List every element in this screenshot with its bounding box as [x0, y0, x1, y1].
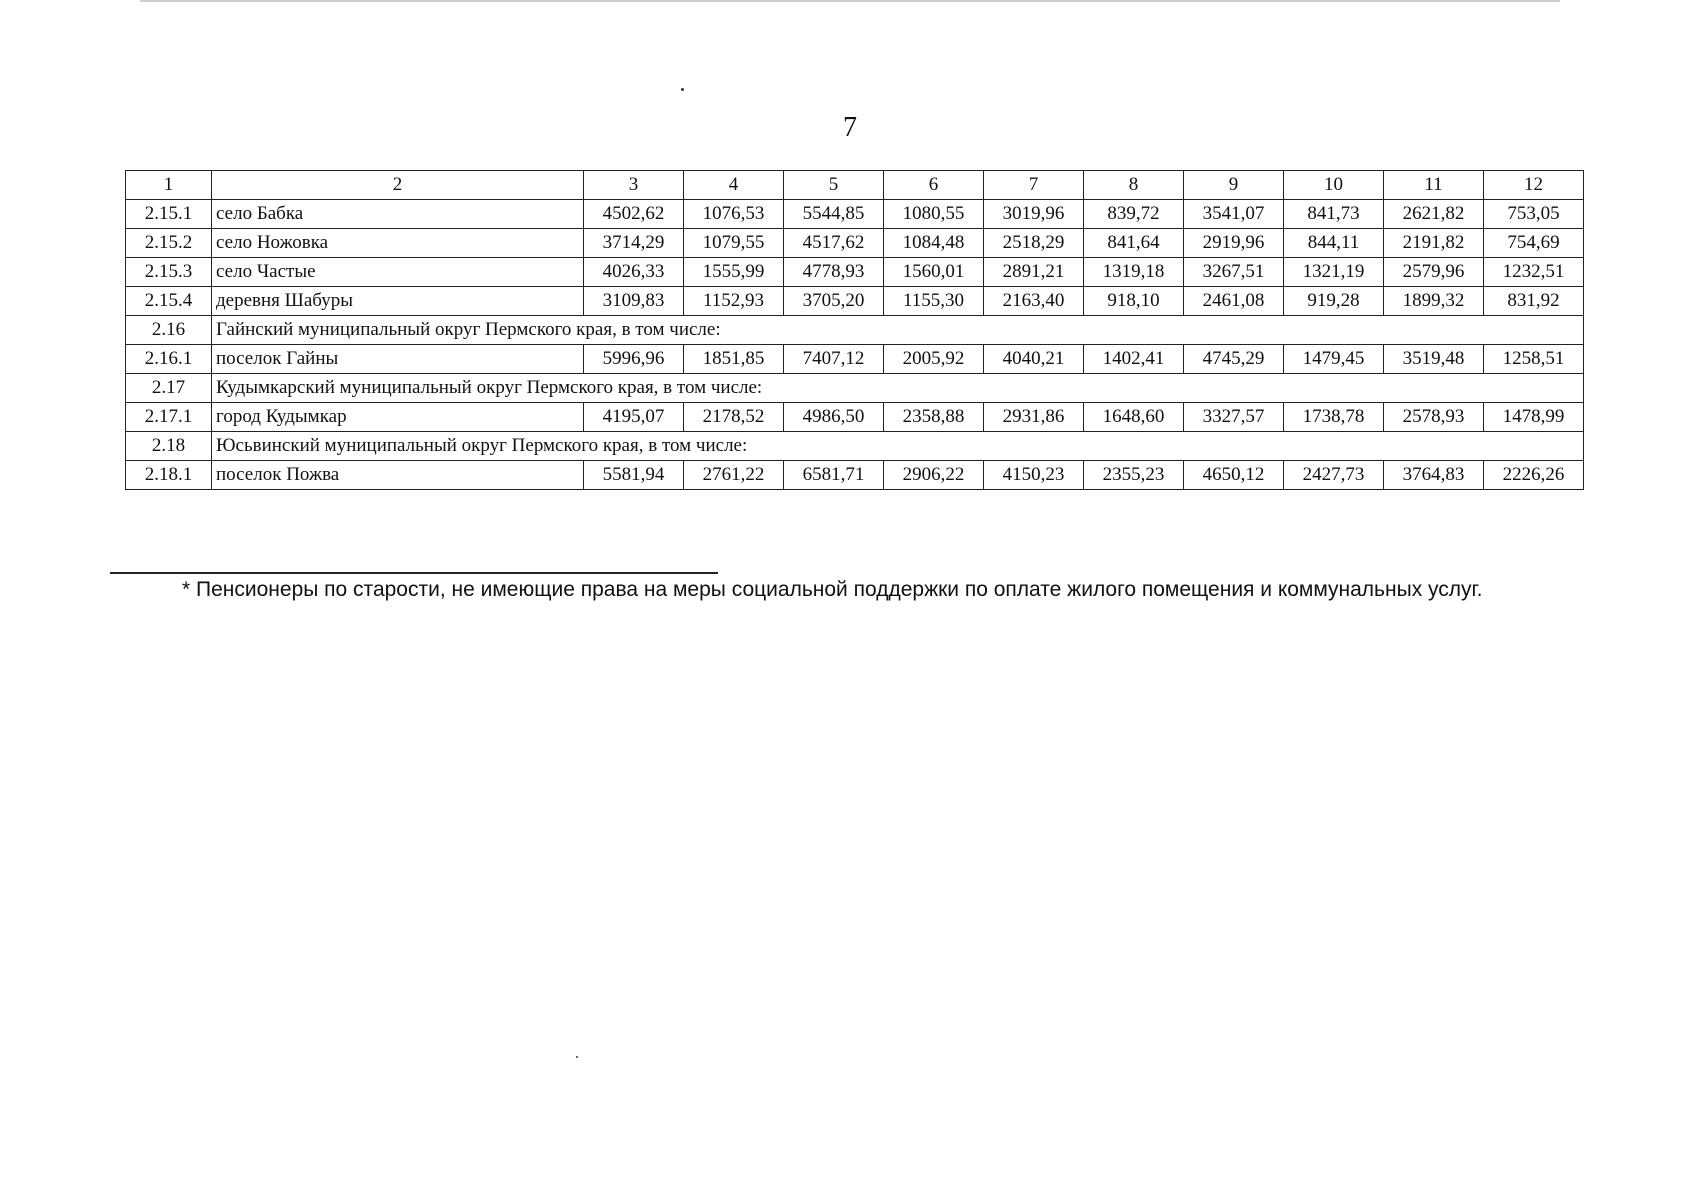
value-cell: 3705,20	[784, 287, 884, 316]
value-cell: 4195,07	[584, 403, 684, 432]
table-header-row	[126, 171, 1584, 200]
value-cell: 3109,83	[584, 287, 684, 316]
row-number: 2.15.2	[126, 229, 212, 258]
scan-speck	[576, 1056, 578, 1058]
value-cell: 839,72	[1084, 200, 1184, 229]
settlement-name: деревня Шабуры	[212, 287, 584, 316]
value-cell: 919,28	[1284, 287, 1384, 316]
value-cell: 4040,21	[984, 345, 1084, 374]
header-cell: 12	[1484, 171, 1584, 200]
header-cell: 6	[884, 171, 984, 200]
value-cell: 4517,62	[784, 229, 884, 258]
footnote-divider	[110, 572, 718, 574]
tariff-table	[125, 170, 1584, 490]
header-cell: 9	[1184, 171, 1284, 200]
value-cell: 1479,45	[1284, 345, 1384, 374]
value-cell: 5544,85	[784, 200, 884, 229]
value-cell: 1319,18	[1084, 258, 1184, 287]
table-row	[126, 461, 1584, 490]
value-cell: 2461,08	[1184, 287, 1284, 316]
header-cell: 4	[684, 171, 784, 200]
row-number: 2.16	[126, 316, 212, 345]
table-row	[126, 200, 1584, 229]
value-cell: 5996,96	[584, 345, 684, 374]
settlement-name: поселок Пожва	[212, 461, 584, 490]
row-number: 2.15.4	[126, 287, 212, 316]
value-cell: 1079,55	[684, 229, 784, 258]
value-cell: 841,64	[1084, 229, 1184, 258]
value-cell: 2191,82	[1384, 229, 1484, 258]
row-number: 2.17	[126, 374, 212, 403]
group-row	[126, 374, 1584, 403]
settlement-name: село Частые	[212, 258, 584, 287]
footnote: * Пенсионеры по старости, не имеющие права на меры социальной поддержки по оплате жилого помещения и коммунальных услуг.	[182, 578, 1483, 601]
value-cell: 1560,01	[884, 258, 984, 287]
value-cell: 2919,96	[1184, 229, 1284, 258]
header-cell: 1	[126, 171, 212, 200]
value-cell: 2931,86	[984, 403, 1084, 432]
value-cell: 1152,93	[684, 287, 784, 316]
value-cell: 4778,93	[784, 258, 884, 287]
value-cell: 1080,55	[884, 200, 984, 229]
value-cell: 1738,78	[1284, 403, 1384, 432]
group-name: Юсьвинский муниципальный округ Пермского края, в том числе:	[212, 432, 1584, 461]
value-cell: 2178,52	[684, 403, 784, 432]
value-cell: 1478,99	[1484, 403, 1584, 432]
value-cell: 4745,29	[1184, 345, 1284, 374]
value-cell: 4026,33	[584, 258, 684, 287]
value-cell: 918,10	[1084, 287, 1184, 316]
row-number: 2.15.1	[126, 200, 212, 229]
value-cell: 3267,51	[1184, 258, 1284, 287]
page-number: 7	[843, 112, 857, 143]
row-number: 2.15.3	[126, 258, 212, 287]
scan-speck	[681, 88, 684, 91]
value-cell: 1076,53	[684, 200, 784, 229]
table-body	[126, 171, 1584, 490]
value-cell: 4150,23	[984, 461, 1084, 490]
value-cell: 754,69	[1484, 229, 1584, 258]
value-cell: 844,11	[1284, 229, 1384, 258]
value-cell: 4502,62	[584, 200, 684, 229]
value-cell: 753,05	[1484, 200, 1584, 229]
header-cell: 5	[784, 171, 884, 200]
value-cell: 2355,23	[1084, 461, 1184, 490]
value-cell: 1648,60	[1084, 403, 1184, 432]
value-cell: 1084,48	[884, 229, 984, 258]
value-cell: 3764,83	[1384, 461, 1484, 490]
settlement-name: город Кудымкар	[212, 403, 584, 432]
value-cell: 1155,30	[884, 287, 984, 316]
value-cell: 2891,21	[984, 258, 1084, 287]
value-cell: 2358,88	[884, 403, 984, 432]
value-cell: 2621,82	[1384, 200, 1484, 229]
header-cell: 2	[212, 171, 584, 200]
value-cell: 7407,12	[784, 345, 884, 374]
value-cell: 1232,51	[1484, 258, 1584, 287]
value-cell: 4986,50	[784, 403, 884, 432]
value-cell: 3714,29	[584, 229, 684, 258]
value-cell: 4650,12	[1184, 461, 1284, 490]
group-name: Кудымкарский муниципальный округ Пермского края, в том числе:	[212, 374, 1584, 403]
header-cell: 3	[584, 171, 684, 200]
value-cell: 1899,32	[1384, 287, 1484, 316]
value-cell: 2518,29	[984, 229, 1084, 258]
table-row	[126, 229, 1584, 258]
group-row	[126, 432, 1584, 461]
value-cell: 2578,93	[1384, 403, 1484, 432]
header-cell: 8	[1084, 171, 1184, 200]
value-cell: 831,92	[1484, 287, 1584, 316]
value-cell: 1555,99	[684, 258, 784, 287]
header-cell: 10	[1284, 171, 1384, 200]
settlement-name: село Бабка	[212, 200, 584, 229]
value-cell: 3519,48	[1384, 345, 1484, 374]
row-number: 2.16.1	[126, 345, 212, 374]
row-number: 2.18	[126, 432, 212, 461]
value-cell: 1258,51	[1484, 345, 1584, 374]
value-cell: 2579,96	[1384, 258, 1484, 287]
table-row	[126, 287, 1584, 316]
value-cell: 2005,92	[884, 345, 984, 374]
value-cell: 1851,85	[684, 345, 784, 374]
table-row	[126, 258, 1584, 287]
table-row	[126, 345, 1584, 374]
value-cell: 841,73	[1284, 200, 1384, 229]
value-cell: 6581,71	[784, 461, 884, 490]
value-cell: 2906,22	[884, 461, 984, 490]
settlement-name: поселок Гайны	[212, 345, 584, 374]
row-number: 2.17.1	[126, 403, 212, 432]
value-cell: 2427,73	[1284, 461, 1384, 490]
group-row	[126, 316, 1584, 345]
value-cell: 2761,22	[684, 461, 784, 490]
value-cell: 5581,94	[584, 461, 684, 490]
group-name: Гайнский муниципальный округ Пермского края, в том числе:	[212, 316, 1584, 345]
value-cell: 2226,26	[1484, 461, 1584, 490]
header-cell: 7	[984, 171, 1084, 200]
settlement-name: село Ножовка	[212, 229, 584, 258]
value-cell: 2163,40	[984, 287, 1084, 316]
header-cell: 11	[1384, 171, 1484, 200]
value-cell: 3019,96	[984, 200, 1084, 229]
value-cell: 1321,19	[1284, 258, 1384, 287]
value-cell: 3327,57	[1184, 403, 1284, 432]
value-cell: 3541,07	[1184, 200, 1284, 229]
top-edge-line	[140, 0, 1560, 2]
value-cell: 1402,41	[1084, 345, 1184, 374]
table-row	[126, 403, 1584, 432]
row-number: 2.18.1	[126, 461, 212, 490]
